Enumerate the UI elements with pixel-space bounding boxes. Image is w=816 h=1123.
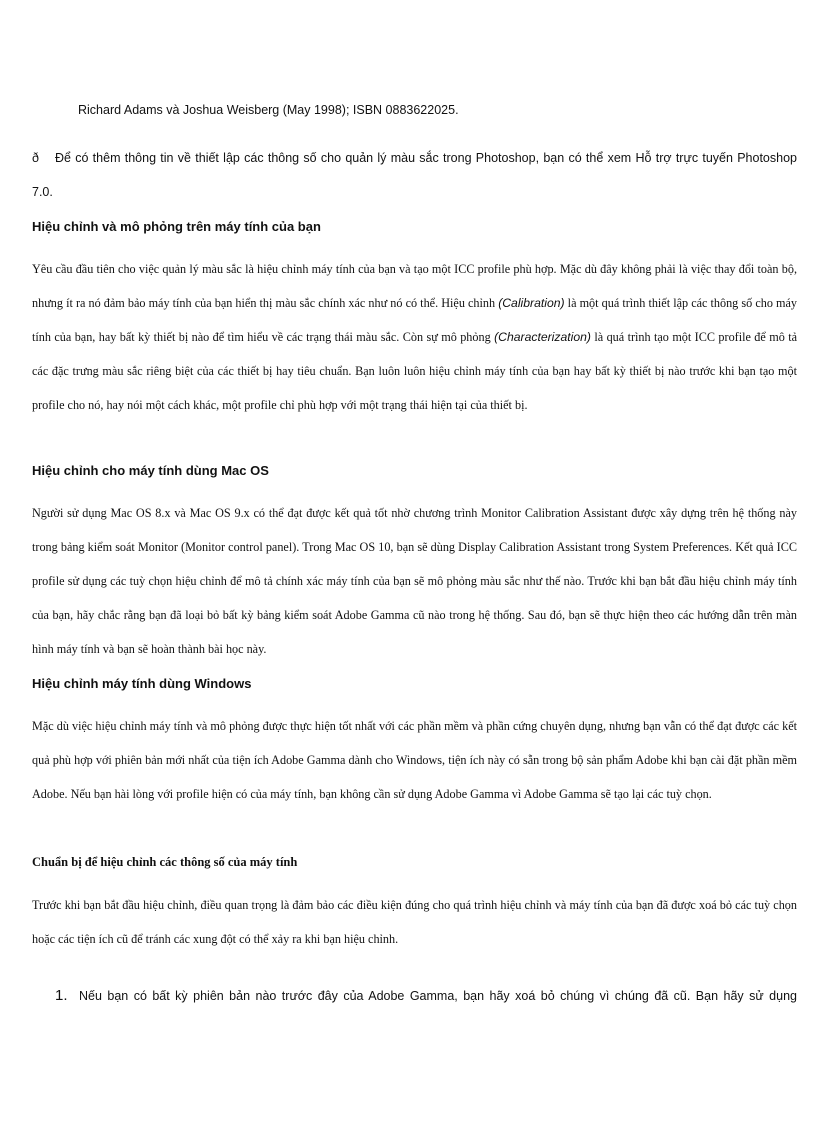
section-heading-calibration: Hiệu chỉnh và mô phỏng trên máy tính của bạn bbox=[32, 219, 321, 234]
paragraph-text: là một quá trình thiết lập các thông số cho máy tính của bạn, hay bất kỳ thiết bị nào để tìm hiểu về các trạng thái màu sắc. Còn sự mô phỏng bbox=[32, 296, 797, 344]
list-text: Nếu bạn có bất kỳ phiên bản nào trước đây của Adobe Gamma, bạn hãy xoá bỏ chúng vì chúng đã cũ. Bạn hãy sử dụng bbox=[79, 989, 797, 1003]
list-item bbox=[55, 984, 797, 1008]
paragraph-text: là quá trình tạo một ICC profile để mô tả các đặc trưng màu sắc riêng biệt của các thiết bị hay tiêu chuẩn. Bạn luôn luôn hiệu chỉnh máy tính của bạn hay bất kỳ thiết bị nào trước khi bạn tạo một profile cho nó, hay nói một cách khác, một profile chỉ phù hợp với một trạng thái hiện tại của thiết bị. bbox=[32, 330, 798, 412]
note-paragraph bbox=[32, 141, 797, 209]
section-paragraph-macos: Người sử dụng Mac OS 8.x và Mac OS 9.x có thể đạt được kết quả tốt nhờ chương trình Monitor Calibration Assistant được xây dựng trên hệ thống này trong bảng kiểm soát Monitor (Monitor control panel). Trong Mac OS 10, bạn sẽ dùng Display Calibration Assistant trong System Preferences. Kết quả ICC profile sử dụng các tuỳ chọn hiệu chỉnh để mô tả chính xác máy tính của bạn sẽ mô phỏng màu sắc như thế nào. Trước khi bạn bắt đầu hiệu chỉnh máy tính của bạn, hãy chắc rằng bạn đã loại bỏ bất kỳ bảng kiểm soát Adobe Gamma cũ nào trong hệ thống. Sau đó, bạn sẽ thực hiện theo các hướng dẫn trên màn hình máy tính và bạn sẽ hoàn thành bài học này. bbox=[32, 506, 797, 656]
calibration-term: (Calibration) bbox=[498, 296, 565, 310]
section-paragraph-prepare: Trước khi bạn bắt đầu hiệu chỉnh, điều quan trọng là đảm bảo các điều kiện đúng cho quá trình hiệu chỉnh và máy tính của bạn đã được xoá bỏ các tuỳ chọn hoặc các tiện ích cũ để tránh các xung đột có thể xảy ra khi bạn hiệu chỉnh. bbox=[32, 898, 797, 946]
list-number: 1. bbox=[55, 987, 68, 1004]
section-heading-prepare: Chuẩn bị để hiệu chỉnh các thông số của máy tính bbox=[32, 855, 298, 869]
paragraph-text: Yêu cầu đầu tiên cho việc quản lý màu sắc là hiệu chỉnh máy tính của bạn và tạo một ICC profile phù hợp. Mặc dù đây không phải là việc thay đổi toàn bộ, nhưng ít ra nó đảm bảo máy tính của bạn hiển thị màu sắc chính xác như nó có thể. Hiệu chỉnh bbox=[32, 262, 797, 310]
characterization-term: (Characterization) bbox=[494, 330, 591, 344]
section-heading-macos: Hiệu chỉnh cho máy tính dùng Mac OS bbox=[32, 463, 269, 478]
note-text: Để có thêm thông tin về thiết lập các thông số cho quản lý màu sắc trong Photoshop, bạn có thể xem Hỗ trợ trực tuyến Photoshop 7.0. bbox=[32, 151, 797, 199]
section-heading-windows: Hiệu chỉnh máy tính dùng Windows bbox=[32, 676, 252, 691]
section-paragraph-calibration bbox=[32, 252, 797, 422]
section-paragraph-windows: Mặc dù việc hiệu chỉnh máy tính và mô phỏng được thực hiện tốt nhất với các phần mềm và phần cứng chuyên dụng, nhưng bạn vẫn có thể đạt được các kết quả phù hợp với phiên bản mới nhất của tiện ích Adobe Gamma dành cho Windows, tiện ích này có sẵn trong bộ sản phẩm Adobe khi bạn cài đặt phần mềm Adobe. Nếu bạn hài lòng với profile hiện có của máy tính, bạn không cần sử dụng Adobe Gamma vì Adobe Gamma sẽ tạo lại các tuỳ chọn. bbox=[32, 719, 797, 801]
note-bullet: ð bbox=[32, 151, 39, 165]
reference-line: Richard Adams và Joshua Weisberg (May 1998); ISBN 0883622025. bbox=[78, 103, 459, 117]
